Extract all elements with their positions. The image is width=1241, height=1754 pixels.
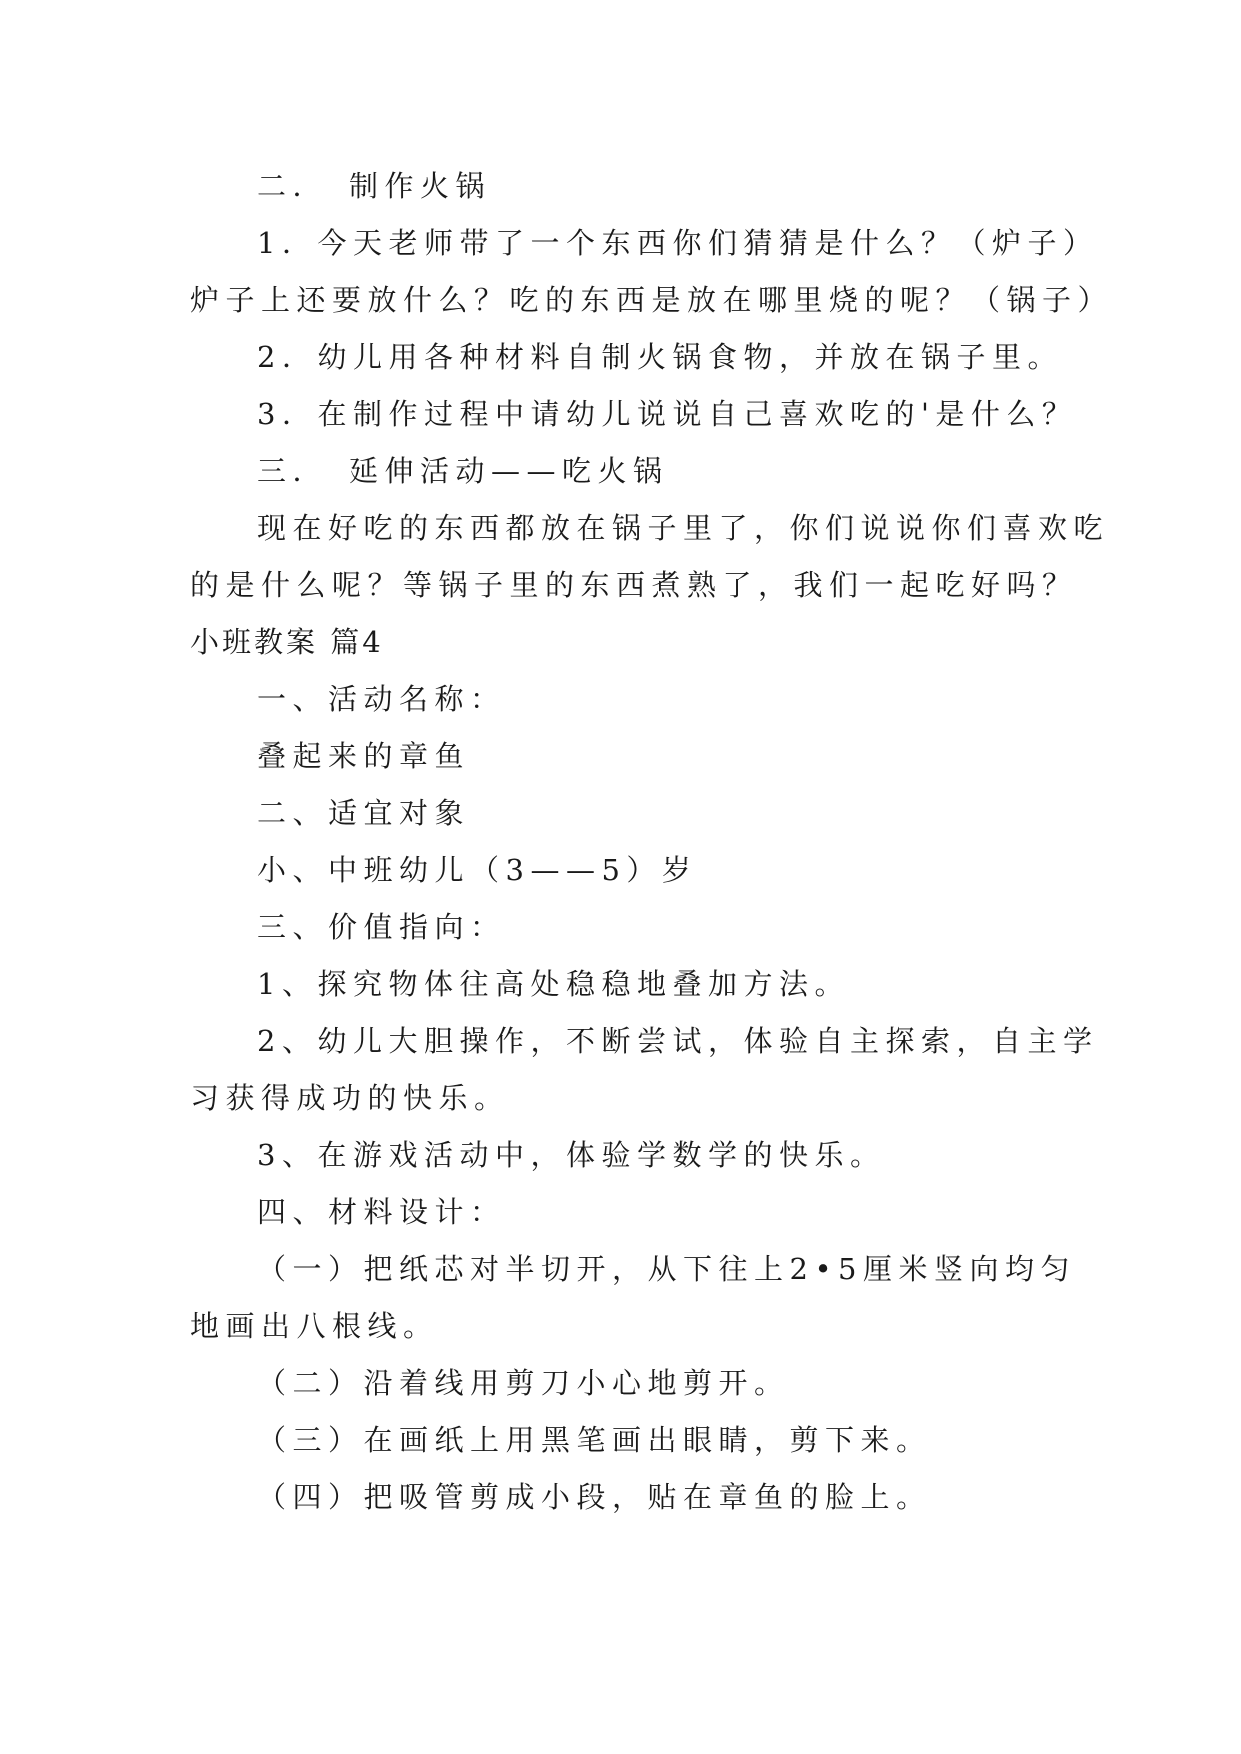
paragraph-line: 的是什么呢？等锅子里的东西煮熟了，我们一起吃好吗？ bbox=[190, 568, 1078, 602]
paragraph-line: 1、探究物体往高处稳稳地叠加方法。 bbox=[257, 967, 850, 1001]
paragraph-line: 地画出八根线。 bbox=[190, 1309, 439, 1343]
paragraph-line: 3．在制作过程中请幼儿说说自己喜欢吃的'是什么？ bbox=[257, 397, 1078, 431]
paragraph-line: 小、中班幼儿（3——5）岁 bbox=[257, 853, 698, 887]
section-heading-extension: 三． 延伸活动——吃火锅 bbox=[257, 454, 669, 488]
paragraph-line: 3、在游戏活动中，体验学数学的快乐。 bbox=[257, 1138, 886, 1172]
section-heading-target: 二、适宜对象 bbox=[257, 796, 471, 830]
section-heading-value: 三、价值指向： bbox=[257, 910, 506, 944]
paragraph-line: 叠起来的章鱼 bbox=[257, 739, 471, 773]
paragraph-line: （二）沿着线用剪刀小心地剪开。 bbox=[257, 1366, 790, 1400]
paragraph-line: 1．今天老师带了一个东西你们猜猜是什么？（炉子） bbox=[257, 226, 1099, 260]
paragraph-line: （一）把纸芯对半切开，从下往上2•5厘米竖向均匀 bbox=[257, 1252, 1077, 1286]
section-heading-make-hotpot: 二． 制作火锅 bbox=[257, 169, 492, 203]
paragraph-line: （四）把吸管剪成小段，贴在章鱼的脸上。 bbox=[257, 1480, 932, 1514]
section-heading-materials: 四、材料设计： bbox=[257, 1195, 506, 1229]
paragraph-line: 2、幼儿大胆操作，不断尝试，体验自主探索，自主学 bbox=[257, 1024, 1099, 1058]
paragraph-line: 炉子上还要放什么？吃的东西是放在哪里烧的呢？（锅子） bbox=[190, 283, 1114, 317]
paragraph-line: 习获得成功的快乐。 bbox=[190, 1081, 510, 1115]
paragraph-line: （三）在画纸上用黑笔画出眼睛，剪下来。 bbox=[257, 1423, 932, 1457]
paragraph-line: 2．幼儿用各种材料自制火锅食物，并放在锅子里。 bbox=[257, 340, 1063, 374]
section-heading-activity-name: 一、活动名称： bbox=[257, 682, 506, 716]
lesson-title: 小班教案 篇4 bbox=[190, 625, 384, 659]
paragraph-line: 现在好吃的东西都放在锅子里了，你们说说你们喜欢吃 bbox=[257, 511, 1110, 545]
